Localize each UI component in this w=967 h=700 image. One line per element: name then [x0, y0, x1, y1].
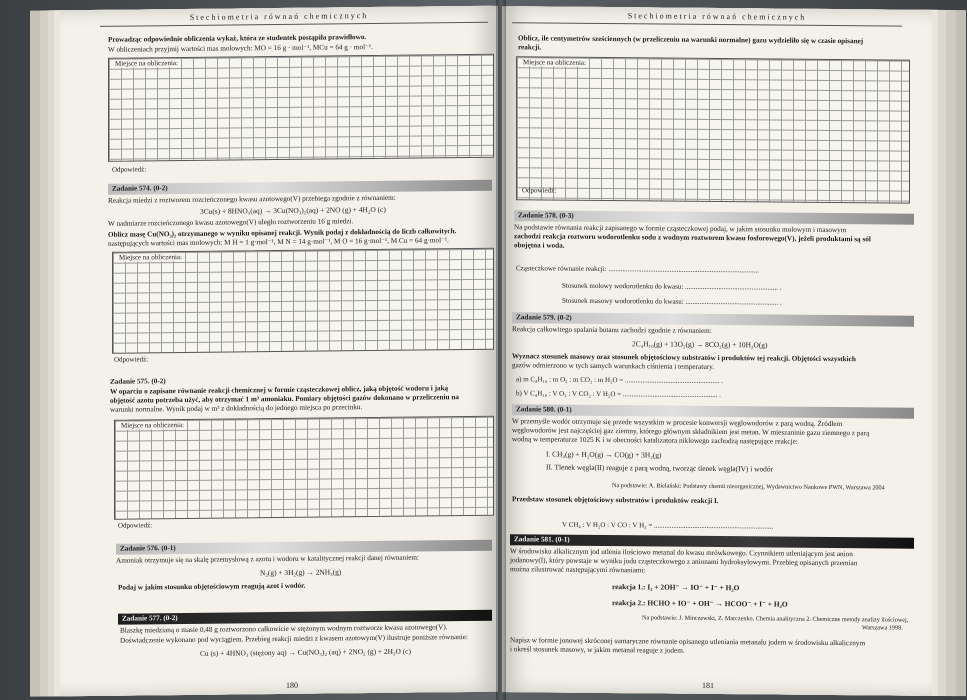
task-579-title: Zadanie 579. (0-2)	[512, 312, 914, 327]
task-580-text-3: wodną w temperaturze 1025 K i w obecności katalizatora niklowego zachodzą następujące reakcje:	[512, 435, 798, 446]
right-page	[502, 6, 932, 696]
task-577-equation: Cu (s) + 4HNO₃ (stężony aq) → Cu(NO₃)₂ (aq) + 2NO₂ (g) + 2H₂O (c)	[200, 646, 411, 658]
task-580-reaction-2: II. Tlenek węgla(II) reaguje z parą wodną, tworząc tlenek węgla(IV) i wodór	[546, 462, 774, 474]
task-574-text2: W nadmiarze rozcieńczonego kwasu azotowego(V) uległo roztworzeniu 16 g miedzi.	[108, 217, 354, 228]
task-577-text-2: Doświadczenie wykonano pod wyciągiem. Przebieg reakcji miedzi z kwasem azotowym(V) ilustruje poniższe równanie:	[120, 633, 468, 645]
task-580-title: Zadanie 580. (0-1)	[512, 404, 914, 419]
task-577-title: Zadanie 577. (0-2)	[118, 610, 492, 625]
answer-label: Odpowiedź:	[114, 355, 149, 364]
task-581-title: Zadanie 581. (0-1)	[510, 534, 914, 549]
task-580-text-2: węglowodorów jest najczęściej gaz ziemny, którego głównym składnikiem jest metan. W mieszaninie gazu ziemnego z parą	[512, 426, 870, 438]
book-gutter	[496, 0, 506, 700]
task-576-equation: N₂(g) + 3H₂(g) → 2NH₃(g)	[260, 567, 342, 578]
task-579-question-1: Wyznacz stosunek masowy oraz stosunek objętościowy substratów i produktów tej reakcji. Objętości wszystkich	[512, 352, 856, 364]
task-574-masses: następujących wartości mas molowych: M H = 1 g·mol⁻¹, M N = 14 g·mol⁻¹, M O = 16 g·mol⁻¹, M Cu = 64 g·mol⁻¹.	[108, 236, 449, 248]
running-header: Stechiometria równań chemicznych	[189, 11, 369, 22]
page-number: 180	[286, 680, 298, 690]
task-581-reaction-1: reakcja 1.: I₂ + 2OH⁻ → IO⁻ + I⁻ + H₂O	[612, 582, 740, 593]
page-number: 181	[702, 680, 714, 690]
calc-grid[interactable]	[516, 56, 910, 203]
calc-label: Miejsce na obliczenia:	[115, 59, 178, 68]
calc-label: Miejsce na obliczenia:	[121, 420, 184, 430]
task-578-molar-ratio-line[interactable]: Stosunek molowy wodorotlenku do kwasu: ..................................................... .	[562, 281, 782, 292]
task-575-title: Zadanie 575. (0-2)	[110, 377, 166, 386]
task-580-reaction-1: I. CH₄(g) + H₂O(g) → CO(g) + 3H₂(g)	[546, 449, 662, 460]
task-579-question-2: gazów odmierzono w tych samych warunkach ciśnienia i temperatury.	[512, 361, 715, 371]
task-574-title: Zadanie 574. (0-2)	[108, 180, 492, 195]
task-580-source: Na podstawie: A. Bielański: Podstawy chemii nieorganicznej, Wydawnictwo Naukowe PWN, Warszawa 2004	[612, 482, 885, 492]
task-581-text-2: jodanowy(I), który powstaje w wyniku jodu cząsteczkowego z anionami hydroksylowymi. Przebieg opisanych przemian	[510, 556, 858, 568]
task-575-question-2: objętość azotu potrzeba użyć, aby otrzymać 1 m³ amoniaku. Pomiary objętości gazów dokonano w przeliczeniu na	[110, 393, 459, 405]
task-578-text-1: Na podstawie równania reakcji zapisanego w formie cząsteczkowej podaj, w jakim stosunku molowym i masowym	[514, 223, 847, 235]
task-581-source-2: Warszawa 1998.	[862, 624, 903, 632]
task-574-question: Oblicz masę Cu(NO₃)₂ otrzymanego w wyniku opisanej reakcji. Wynik podaj z dokładnością do liczb całkowitych.	[108, 227, 457, 239]
running-header: Stechiometria równań chemicznych	[627, 11, 807, 22]
calc-grid[interactable]	[112, 248, 494, 354]
task-580-answer-line[interactable]: V CH₄ : V H₂O : V CO : V H₂ = ....................................................................	[562, 520, 774, 531]
task-579-answer-b[interactable]: b) V C₄H₁₀ : V O₂ : V CO₂ : V H₂O = ...................................................... .	[516, 389, 721, 400]
task-578-equation-line[interactable]: Cząsteczkowe równanie reakcji: ......................................................................................	[516, 264, 759, 275]
intro-question: Prowadząc odpowiednie obliczenia wykaż, która ze studentek postąpiła prawidłowo.	[108, 33, 367, 44]
answer-label: Odpowiedź:	[118, 521, 153, 530]
task-578-text-2: zachodzi reakcja roztworu wodorotlenku sodu z wodnym roztworem kwasu fosforowego(V), jeżeli produktami są sól	[514, 232, 871, 244]
task-579-equation: 2C₄H₁₀(g) + 13O₂(g) → 8CO₂(g) + 10H₂O(g)	[632, 339, 768, 350]
answer-label: Odpowiedź:	[522, 186, 557, 195]
calc-grid[interactable]	[108, 54, 494, 162]
task-574-equation: 3Cu(s) + 8HNO₃(aq) → 3Cu(NO₃)₂(aq) + 2NO (g) + 4H₂O (c)	[200, 204, 386, 216]
answer-label: Odpowiedź:	[112, 165, 147, 174]
task-575-question-1: W oparciu o zapisane równanie reakcji chemicznej w formie cząsteczkowej oblicz, jaką objętość wodoru i jaką	[110, 384, 449, 396]
intro-question: Oblicz, ile centymetrów sześciennych (w przeliczeniu na warunki normalne) gazu wydzieliło się w czasie opisanej	[518, 34, 864, 46]
task-581-source-1: Na podstawie: J. Minczewski, Z. Marczenko, Chemia analityczna 2. Chemiczne metody analizy ilościowej,	[642, 614, 909, 624]
header-rule	[100, 22, 488, 27]
task-578-mass-ratio-line[interactable]: Stosunek masowy wodorotlenku do kwasu: ..................................................... .	[562, 296, 782, 307]
task-574-text: Reakcja miedzi z roztworem rozcieńczonego kwasu azotowego(V) przebiega zgodnie z równaniem:	[108, 193, 396, 205]
task-578-title: Zadanie 578. (0-3)	[514, 210, 914, 224]
task-579-answer-a[interactable]: a) m C₄H₁₀ : m O₂ : m CO₂ : m H₂O = ...................................................... .	[516, 375, 724, 386]
task-581-question-1: Napisz w formie jonowej skróconej sumaryczne równanie opisanego utleniania metanalu jodem w środowisku alkalicznym	[510, 636, 866, 648]
left-page	[60, 6, 498, 697]
header-rule	[512, 22, 902, 26]
task-581-text-1: W środowisku alkalicznym jod utlenia ilościowo metanal do kwasu mrówkowego. Czynnikiem utleniającym jest anion	[510, 547, 853, 559]
task-576-title: Zadanie 576. (0-1)	[116, 540, 492, 555]
task-581-reaction-2: reakcja 2.: HCHO + IO⁻ + OH⁻ → HCOO⁻ + I⁻ + H₂O	[612, 598, 788, 609]
intro-question-2: reakcji.	[518, 43, 542, 52]
task-576-question: Podaj w jakim stosunku objętościowym reagują azot i wodór.	[118, 581, 306, 592]
intro-masses: W obliczeniach przyjmij wartości mas molowych: MO = 16 g · mol⁻¹, MCu = 64 g · mol⁻¹.	[108, 43, 373, 54]
task-581-question-2: i określ stosunek masowy, w jakim metanal reaguje z jodem.	[510, 645, 685, 655]
task-578-text-3: obojętna i woda.	[514, 241, 565, 250]
calc-label: Miejsce na obliczenia:	[523, 58, 586, 67]
task-576-text: Amoniak otrzymuje się na skalę przemysłową z azotu i wodoru w katalitycznej reakcji danej równaniem:	[116, 553, 419, 565]
task-580-question: Przedstaw stosunek objętościowy substratów i produktów reakcji I.	[512, 495, 719, 506]
task-581-text-3: można zilustrować następującymi równaniami:	[510, 565, 646, 575]
task-580-text-1: W przemyśle wodór otrzymuje się przede wszystkim w procesie konwersji węglowodorów z parą wodną. Źródłem	[512, 417, 843, 429]
calc-grid[interactable]	[114, 416, 494, 520]
calc-label: Miejsce na obliczenia:	[119, 253, 182, 262]
task-577-text-1: Blaszkę miedzianą o masie 0,48 g roztworzono całkowicie w stężonym wodnym roztworze kwasu azotowego(V).	[120, 623, 448, 635]
task-579-text: Reakcja całkowitego spalania butanu zachodzi zgodnie z równaniem:	[512, 325, 712, 335]
task-575-question-3: warunki normalne. Wynik podaj w m³ z dokładnością do jednego miejsca po przecinku.	[110, 403, 363, 414]
